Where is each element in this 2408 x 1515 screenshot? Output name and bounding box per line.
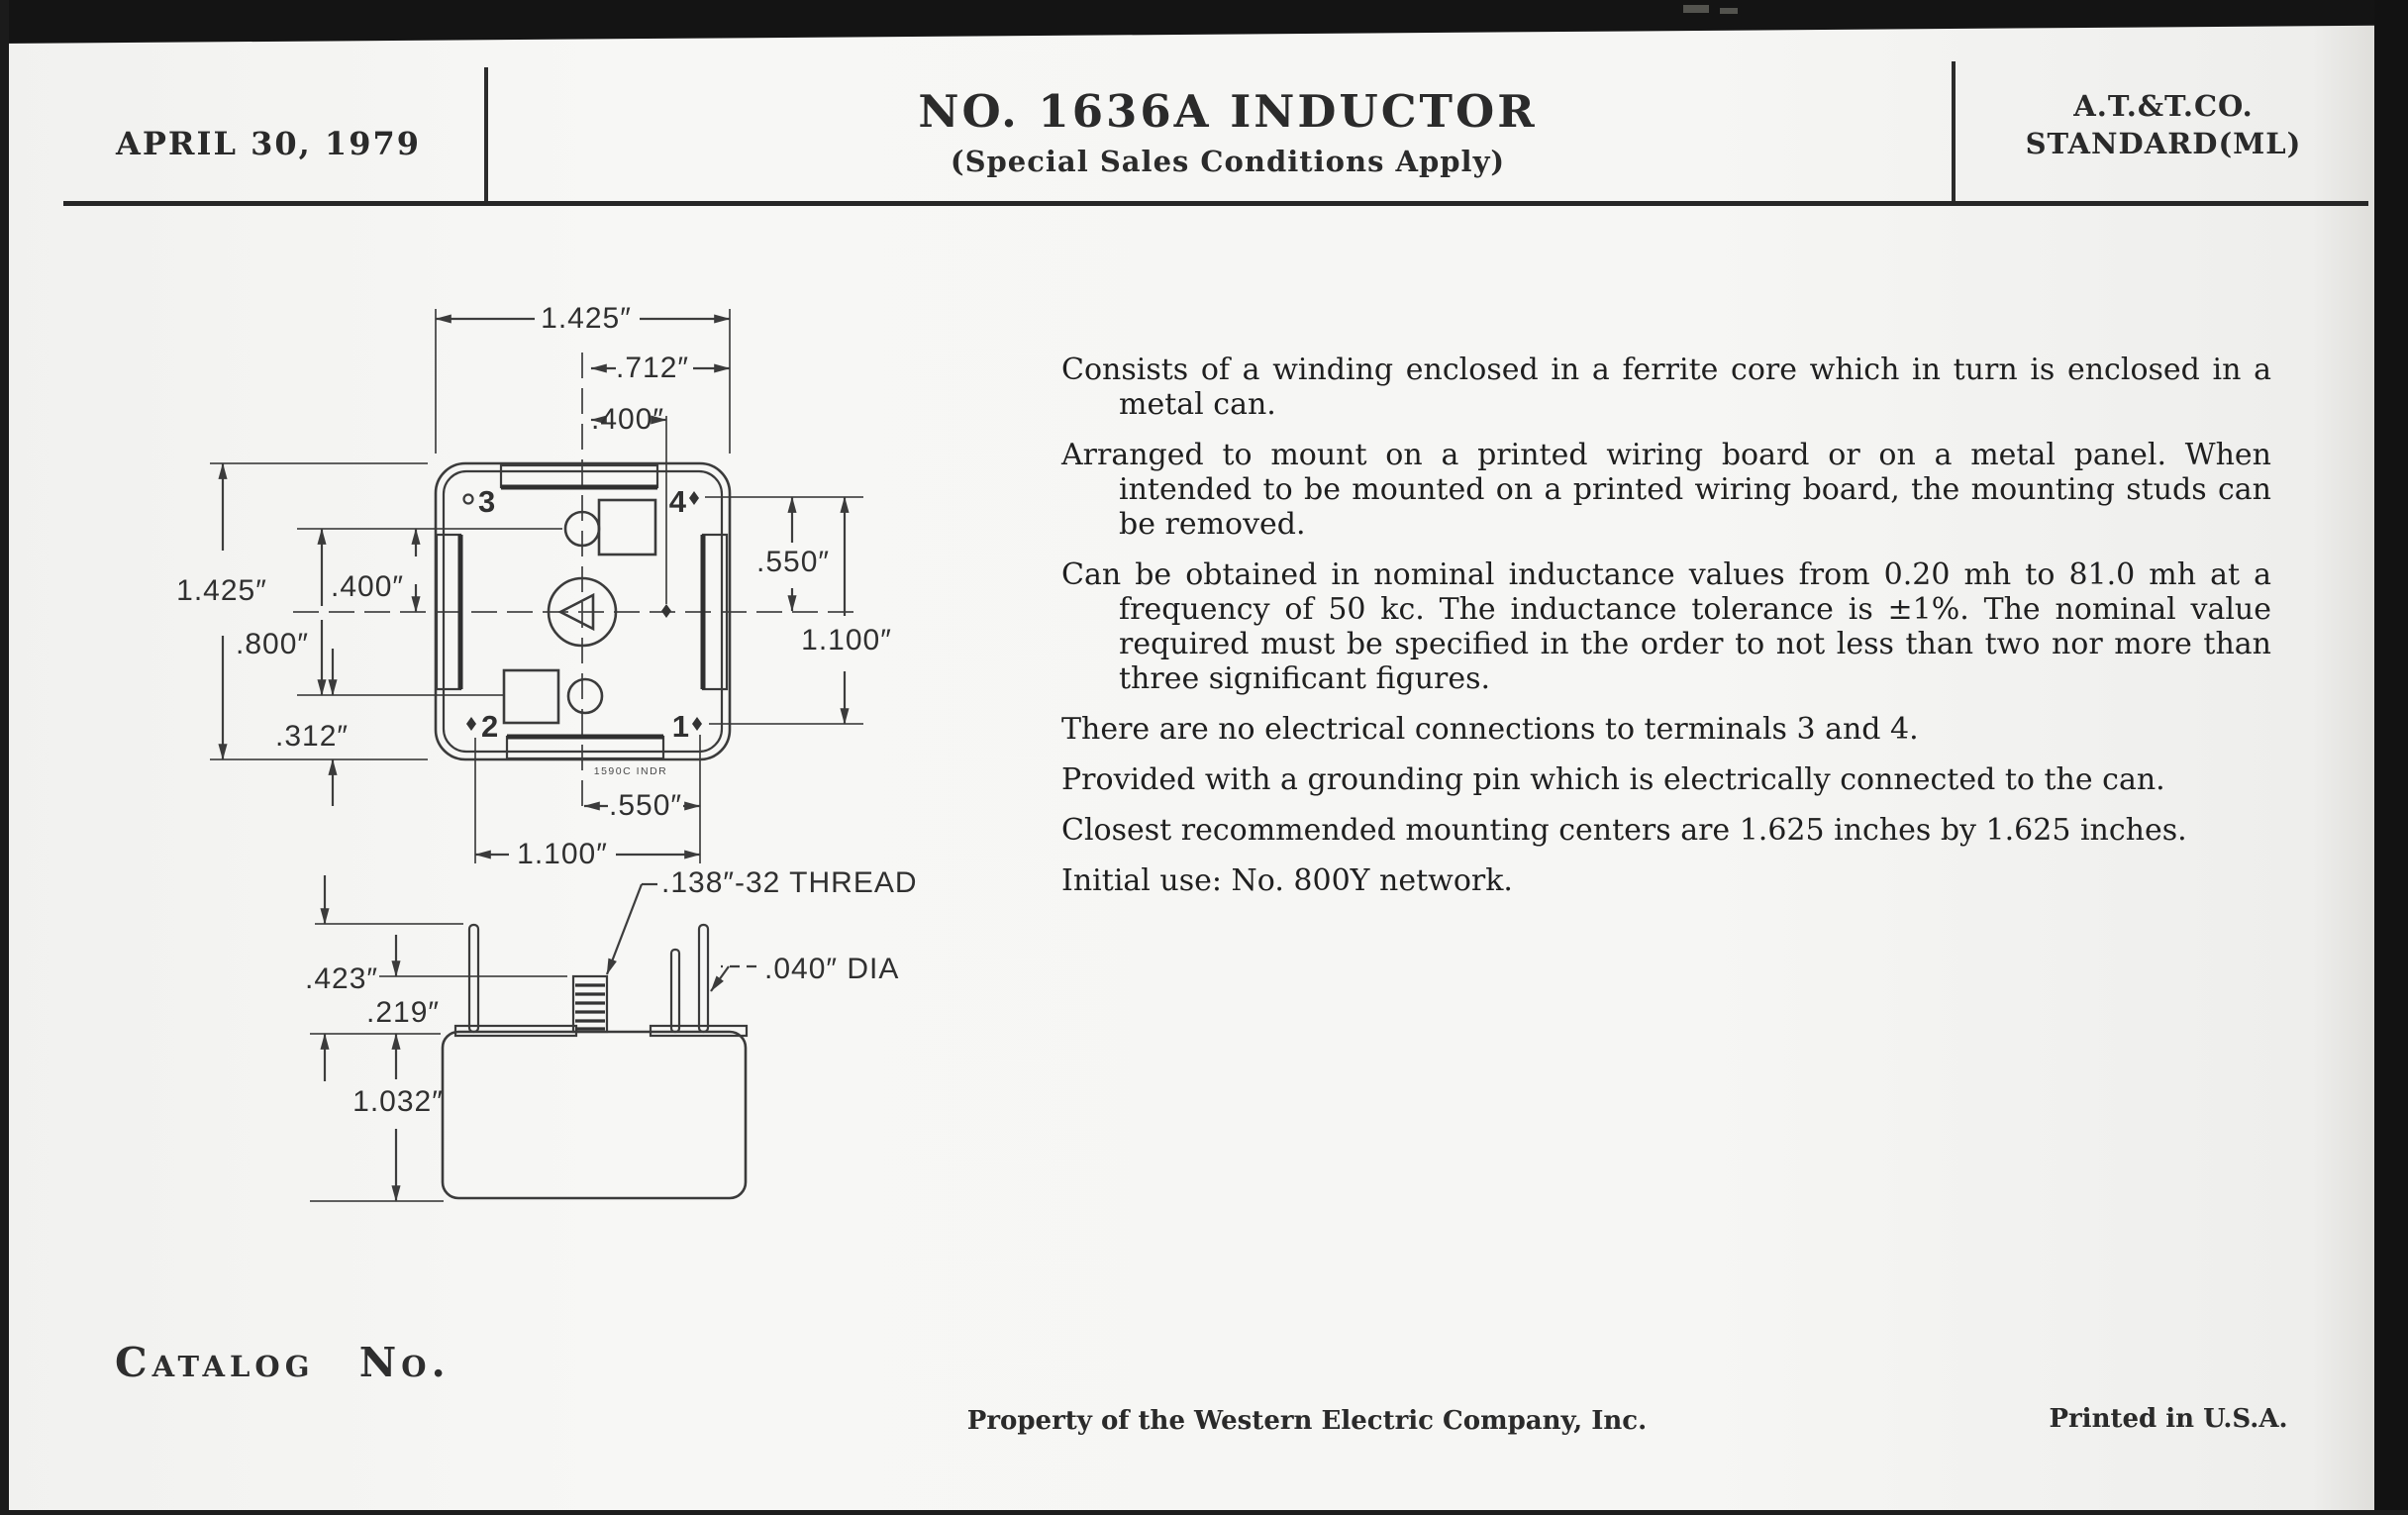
dim-1032-label: 1.032″	[352, 1085, 444, 1118]
terminal-4-label: 4	[668, 484, 687, 519]
terminal-pin-left	[469, 925, 478, 1032]
grounding-pin-marker	[661, 604, 671, 618]
dim-left-400-label: .400″	[330, 570, 404, 603]
callout-thread-label: .138″-32 THREAD	[661, 866, 918, 899]
dim-right-1100-label: 1.100″	[801, 624, 892, 656]
dim-left-312-label: .312″	[274, 720, 349, 753]
terminal-2-label: 2	[481, 709, 500, 744]
side-view	[305, 866, 918, 1201]
scan-artifact-right-band	[2374, 0, 2408, 1515]
callout-dia-label: .040″ DIA	[764, 953, 900, 985]
paragraph-initial-use: Initial use: No. 800Y network.	[1061, 863, 1513, 898]
issue-date: APRIL 30, 1979	[116, 125, 421, 162]
paragraph-construction: Consists of a winding enclosed in a ferrite core which in turn is enclosed in a metal can.	[1061, 353, 2271, 422]
dim-left-800-label: .800″	[235, 628, 309, 660]
dim-right-550-label: .550″	[755, 546, 831, 578]
scan-artifact-mark	[1720, 8, 1738, 14]
mounting-stud-top	[599, 500, 655, 555]
org-standard: STANDARD(ML)	[2025, 127, 2302, 160]
dim-bottom-1100-label: 1.100″	[517, 838, 608, 870]
terminal-3-label: 3	[478, 484, 497, 519]
dim-219-label: .219″	[365, 996, 440, 1029]
terminal-2-mark	[466, 717, 476, 731]
scan-artifact-bottom-band	[0, 1510, 2408, 1515]
terminal-4-mark	[689, 491, 699, 505]
scan-artifact-left-band	[0, 0, 9, 1515]
terminal-1-mark	[692, 717, 702, 731]
paragraph-inductance: Can be obtained in nominal inductance values from 0.20 mh to 81.0 mh at a frequency of 50 kc. The inductance tolerance is ±1%. The nominal value required must be specified in the order to not less than two nor more than three significant figures.	[1061, 557, 2271, 696]
org-name: A.T.&T.CO.	[2073, 89, 2254, 123]
catalog-number-label: Catalog No.	[115, 1339, 451, 1386]
can-stamp-text: 1590C INDR	[593, 765, 668, 777]
page-title: NO. 1636A INDUCTOR	[918, 85, 1538, 138]
dim-bottom-550-label: .550″	[608, 789, 683, 822]
footer-property-notice: Property of the Western Electric Company, Inc.	[966, 1406, 1648, 1436]
dim-423-label: .423″	[304, 962, 378, 995]
can-side-body	[443, 1032, 746, 1198]
terminal-pin-tall	[699, 925, 708, 1032]
scan-artifact-mark	[1683, 5, 1709, 13]
paragraph-terminals: There are no electrical connections to terminals 3 and 4.	[1061, 712, 1919, 747]
paragraph-mounting: Arranged to mount on a printed wiring board or on a metal panel. When intended to be mounted on a printed wiring board, the mounting studs can be removed.	[1061, 438, 2271, 542]
dim-top-400-label: .400″	[590, 403, 665, 436]
tab-bottom	[507, 737, 663, 758]
footer-printed-notice: Printed in U.S.A.	[2049, 1404, 2288, 1434]
page-subtitle: (Special Sales Conditions Apply)	[950, 145, 1506, 178]
paragraph-grounding: Provided with a grounding pin which is electrically connected to the can.	[1061, 762, 2165, 797]
terminal-1-label: 1	[671, 709, 690, 744]
terminal-3-mark	[464, 495, 473, 504]
dim-top-712-label: .712″	[615, 352, 690, 384]
terminal-pin-short	[671, 950, 679, 1032]
dim-left-height-label: 1.425″	[176, 574, 267, 607]
mounting-stud-bottom	[504, 670, 558, 723]
dim-top-width-label: 1.425″	[541, 302, 632, 335]
tab-top	[501, 465, 657, 487]
top-view	[176, 302, 892, 870]
paragraph-mounting-centers: Closest recommended mounting centers are 1.625 inches by 1.625 inches.	[1061, 813, 2187, 848]
